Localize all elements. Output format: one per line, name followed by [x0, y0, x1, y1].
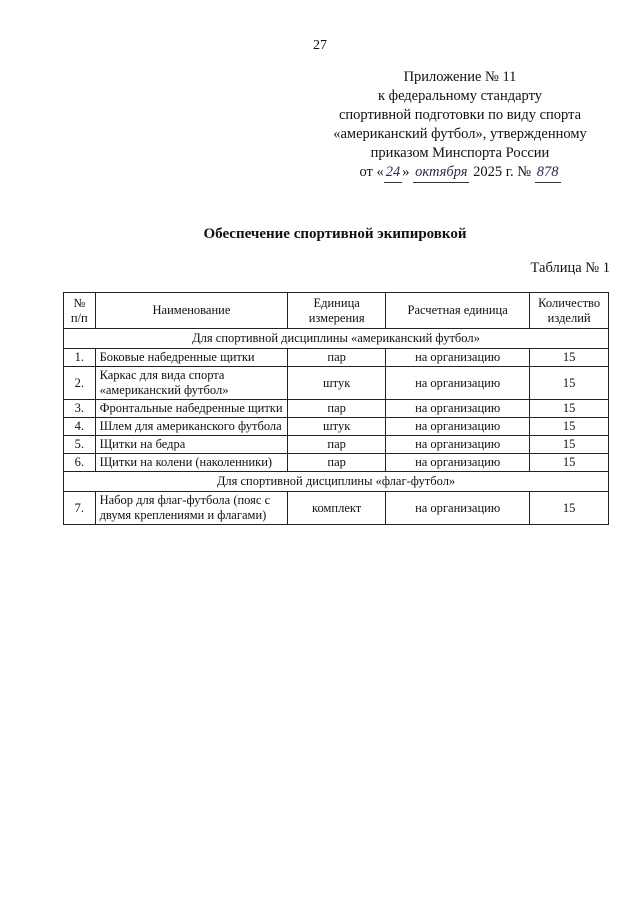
cell-calc: на организацию: [385, 400, 529, 418]
appendix-line-5: приказом Минспорта России: [370, 145, 550, 161]
header-calc: Расчетная единица: [385, 293, 529, 329]
cell-unit: штук: [288, 418, 386, 436]
date-month-handwritten: октября: [413, 163, 469, 183]
cell-calc: на организацию: [385, 349, 529, 367]
table-row: [64, 454, 609, 472]
table-row: [64, 367, 609, 400]
cell-calc: на организацию: [385, 454, 529, 472]
cell-calc: на организацию: [385, 367, 529, 400]
cell-calc: на организацию: [385, 492, 529, 525]
cell-qty: 15: [530, 367, 609, 400]
cell-qty: 15: [530, 454, 609, 472]
appendix-line-3: спортивной подготовки по виду спорта: [338, 107, 582, 123]
cell-qty: 15: [530, 400, 609, 418]
table-row: [64, 436, 609, 454]
cell-name: Фронтальные набедренные щитки: [95, 400, 288, 418]
cell-qty: 15: [530, 418, 609, 436]
cell-name: Щитки на колени (наколенники): [95, 454, 288, 472]
cell-unit: комплект: [288, 492, 386, 525]
cell-num: 6.: [64, 454, 96, 472]
order-number-handwritten: 878: [535, 163, 561, 183]
cell-num: 3.: [64, 400, 96, 418]
document-title: Обеспечение спортивной экипировкой: [203, 226, 467, 242]
appendix-date-line: [310, 163, 610, 183]
section-row: [64, 329, 609, 349]
section-flag-football: Для спортивной дисциплины «флаг-футбол»: [64, 472, 609, 492]
cell-name: Щитки на бедра: [95, 436, 288, 454]
appendix-line-2: к федеральному стандарту: [378, 88, 542, 104]
date-prefix: от «: [359, 164, 384, 180]
appendix-header: [310, 68, 610, 183]
table-row: [64, 349, 609, 367]
cell-num: 5.: [64, 436, 96, 454]
equipment-table: [63, 292, 609, 525]
cell-num: 4.: [64, 418, 96, 436]
cell-unit: пар: [288, 454, 386, 472]
cell-name: Набор для флаг-футбола (пояс с двумя креплениями и флагами): [95, 492, 288, 525]
cell-num: 7.: [64, 492, 96, 525]
cell-num: 1.: [64, 349, 96, 367]
header-num: № п/п: [64, 293, 96, 329]
appendix-line-4: «американский футбол», утвержденному: [333, 126, 587, 142]
cell-name: Каркас для вида спорта «американский футбол»: [95, 367, 288, 400]
date-day-handwritten: 24: [384, 163, 403, 183]
table-row: [64, 418, 609, 436]
cell-calc: на организацию: [385, 418, 529, 436]
table-row: [64, 492, 609, 525]
header-qty: Количество изделий: [530, 293, 609, 329]
cell-name: Боковые набедренные щитки: [95, 349, 288, 367]
appendix-title: Приложение № 11: [403, 69, 517, 85]
cell-unit: штук: [288, 367, 386, 400]
cell-name: Шлем для американского футбола: [95, 418, 288, 436]
header-unit: Единица измерения: [288, 293, 386, 329]
cell-unit: пар: [288, 436, 386, 454]
section-row: [64, 472, 609, 492]
cell-qty: 15: [530, 492, 609, 525]
cell-num: 2.: [64, 367, 96, 400]
cell-unit: пар: [288, 349, 386, 367]
table-row: [64, 400, 609, 418]
cell-calc: на организацию: [385, 436, 529, 454]
section-american-football: Для спортивной дисциплины «американский футбол»: [64, 329, 609, 349]
table-label: Таблица № 1: [530, 260, 610, 276]
table-header-row: [64, 293, 609, 329]
date-year: 2025 г. №: [469, 164, 535, 180]
cell-qty: 15: [530, 436, 609, 454]
page-number: 27: [313, 38, 327, 53]
date-separator: »: [402, 164, 414, 180]
header-name: Наименование: [95, 293, 288, 329]
cell-unit: пар: [288, 400, 386, 418]
cell-qty: 15: [530, 349, 609, 367]
